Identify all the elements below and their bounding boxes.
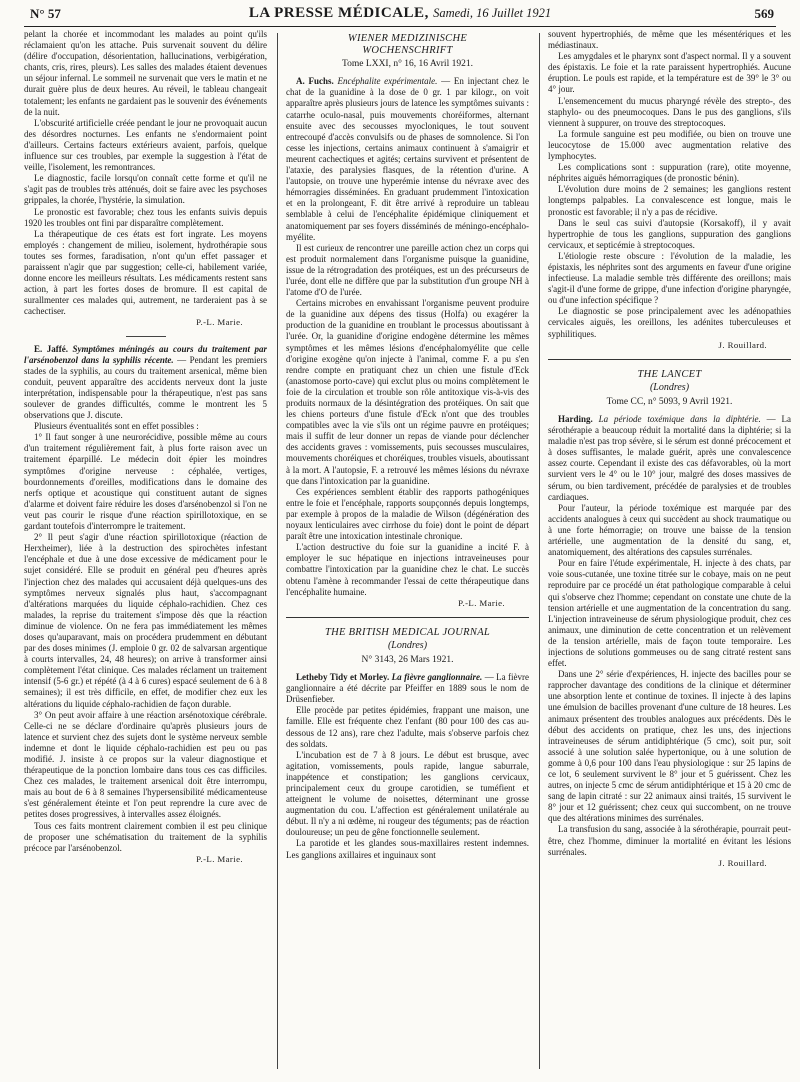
journal-name: LA PRESSE MÉDICALE, (248, 5, 429, 21)
abstract-paragraph (286, 76, 529, 242)
paragraph: Ces expériences semblent établir des rapports pathogéniques entre le foie et l'encéphale, rapports soupçonnés depuis longtemps, par exemple à propos de la maladie de Wilson (dégénération des noyaux lenticulaires avec cirrhose du foie) dont le point de départ paraît être une intoxication intestinale chronique. (286, 486, 529, 542)
column-left (24, 29, 267, 1077)
running-header (24, 4, 776, 27)
column-divider (277, 33, 278, 1069)
paragraph: pelant la chorée et incommodant les malades au point qu'ils réclamaient qu'on les attache. Puis survenait souvent du délire (délire d'occupation, désorientation, hallucinations, verbigération, chants, cris, rires, pleurs). Les salles des malades étaient devenues un séjour infernal. Le sommeil ne survenait que vers le matin et ne durait guère plus de deux heures. Au réveil, le tableau changeait totalement; les enfants ne gardaient pas le souvenir des événements de la nuit. (24, 29, 267, 117)
paragraph: Dans une 2° série d'expériences, H. injecte des bacilles pour se rapprocher davantage des conditions de la clinique et déterminer une absorption lente et continue de toxines. Il injecte à des lapins une émulsion de bacilles provenant d'une culture de 18 heures. Les animaux présentent des troubles analogues aux précédents. Dès le début des accidents on pratique, chez les uns, des injections intraveineuses de sérum antidiphtérique (5 cmc), soit pur, soit associé à une solution salée hypertonique, ou à une solution de gomme à 0,6 pour 100 dans l'eau physiologique : sur 25 lapins de ce lot, 6 seulement survivent le 8° jour et 5 guérissent. Chez les autres, on injecte 5 cmc de sérum antidiphtérique et 15 à 20 cmc de sang de lapin citraté : sur 22 animaux ainsi traités, 15 survivent le 8° jour et 12 guérissent; chez ceux qui succombent, on ne trouve que des altérations minimes des surrénales. (548, 669, 791, 824)
abstract-title: Encéphalite expérimentale. (337, 76, 438, 87)
paragraph: L'action destructive du foie sur la guanidine a incité F. à employer le suc hépatique en injections intraveineuses pour combattre l'intoxication par la guanidine chez le chat. Le succès obtenu l'amène à recommander l'essai de cette thérapeutique dans l'encéphalite humaine. (286, 542, 529, 597)
paragraph: L'évolution dure moins de 2 semaines; les ganglions restent longtemps palpables. La convalescence est longue, mais le pronostic est favorable; il n'y a pas de récidive. (548, 184, 791, 217)
journal-issue: Tome CC, n° 5093, 9 Avril 1921. (606, 396, 733, 407)
paragraph: La thérapeutique de ces états est fort ingrate. Les moyens employés : changement de milieu, isolement, hydrothérapie sous toutes ses formes, faradisation, n'ont qu'un effet passager et paraissent n'agir que par suggestion; celle-ci, habilement variée, donne encore les meilleurs résultats. Les médicaments restent sans action, à part les fortes doses de bromure. Il est capital de surallmenter ces malades qui, autrement, ne tarderaient pas à se cachectiser. (24, 228, 267, 317)
paragraph: 1° Il faut songer à une neurorécidive, possible même au cours d'un traitement régulièrement fait, à plus forte raison avec un traitement éparpillé. Le médecin doit épier les moindres symptômes d'origine nerveuse : céphalée, vertiges, bourdonnements d'oreilles, modifications dans le domaine des nerfs optique et acoustique qui constituent autant de signes d'alarme et doivent faire réduire les doses d'arsénobenzol si l'on ne veut pas courir le risque d'une réaction spirillotoxique, en se gardant toutefois d'interrompre le traitement. (24, 432, 267, 532)
abstract-text: — En injectant chez le chat de la guanidine à la dose de 0 gr. 1 par kilogr., on voit apparaître après plusieurs jours de latence les symptômes suivants : catarrhe oculo-nasal, puis mouvements choréiformes, alternant ensuite avec des secousses myocloniques, le tout souvent entrecoupé d'accès convulsifs ou de phases de somnolence. Si l'on cesse les injections, certains animaux continuent à s'amaigrir et meurent cachectiques et agités; certains survivent et présentent de l'ataxie, des paralysies flasques, de la rétention d'urine. A l'autopsie, on trouve une hyperémie intense du névraxe avec des hémorragies disséminées. En graduant prudemment l'intoxication et en la prolongeant, F. dit être arrivé à reproduire un tableau semblable à celui de l'encéphalite épidémique cliniquement et anatomiquement par ses foyers disséminés de méningo-encéphalo-myélite. (286, 76, 529, 242)
paragraph: L'étiologie reste obscure : l'évolution de la maladie, les épistaxis, les néphrites sont des arguments en faveur d'une origine infectieuse. La maladie semble très différente des oreillons; mais s'agit-il d'une forme de grippe, d'une infection d'origine pharyngée, ou d'une infection spécifique ? (548, 250, 791, 306)
paragraph: 3° On peut avoir affaire à une réaction arsénotoxique cérébrale. Celle-ci ne se déclare d'ordinaire qu'après plusieurs jours de latence et survient chez des sujets dont le système nerveux semble indemne et dont le liquide céphalo-rachidien est peu ou pas modifié. J. insiste à ce propos sur la valeur diagnostique et thérapeutique de la ponction lombaire dans tous ces cas difficiles. Chez ces malades, le traitement arsenical doit être interrompu, mais au bout de 6 à 8 semaines l'hypersensibilité médicamenteuse s'est généralement éteinte et l'on peut reprendre la cure avec de petites doses progressives, à intervalles assez éloignés. (24, 709, 267, 820)
paragraph: Dans le seul cas suivi d'autopsie (Korsakoff), il y avait hypertrophie de tous les ganglions, suppuration des ganglions cervicaux, et septicémie à streptocoques. (548, 217, 791, 250)
journal-heading: WOCHENSCHRIFT (362, 45, 453, 57)
paragraph: La formule sanguine est peu modifiée, ou bien on trouve une leucocytose de 15.000 avec augmentation relative des lymphocytes. (548, 128, 791, 162)
journal-city: (Londres) (649, 381, 690, 393)
abstract-paragraph (548, 414, 791, 503)
paragraph: La parotide et les glandes sous-maxillaires restent indemnes. Les ganglions axillaires et inguinaux sont (286, 838, 529, 860)
paragraph: Les complications sont : suppuration (rare), otite moyenne, néphrites aiguës hémorragiques (de pronostic bénin). (548, 162, 791, 184)
journal-issue: Tome LXXI, n° 16, 16 Avril 1921. (342, 59, 473, 70)
issue-number: N° 57 (30, 6, 61, 21)
journal-title-line (24, 5, 776, 22)
abstract-author: A. Fuchs. (296, 76, 334, 87)
paragraph: La transfusion du sang, associée à la sérothérapie, pourrait peut-être, chez l'homme, diminuer la mortalité en évitant les lésions surrénales. (548, 824, 791, 857)
author-signature: J. Rouillard. (718, 339, 767, 350)
paragraph: Le diagnostic se pose principalement avec les adénopathies cervicales aiguës, les oreillons, les adénites tuberculeuses et syphilitiques. (548, 306, 791, 339)
journal-heading: THE BRITISH MEDICAL JOURNAL (324, 626, 491, 638)
abstract-author: Harding. (558, 414, 593, 424)
column-middle (286, 29, 529, 1077)
paragraph: Le diagnostic, facile lorsqu'on connaît cette forme et qu'il ne s'agit pas de troubles très atténués, doit se faire avec les psychoses grippales, la chorée, l'hystérie, la simulation. (24, 173, 267, 206)
paragraph: Il est curieux de rencontrer une pareille action chez un corps qui est produit normalement dans l'organisme puisque la guanidine, issue de la rétrogradation des protéiques, est un des précurseurs de l'urée, dont elle ne diffère que par la substitution d'un groupe NH à l'atome d'O de l'urée. (286, 242, 529, 298)
author-signature: P.-L. Marie. (458, 597, 505, 608)
paragraph: L'obscurité artificielle créée pendant le jour ne provoquait aucun des désordres nocturnes. Les enfants ne s'endormaient point d'ailleurs. Certains facteurs extérieurs avaient, parfois, quelque influence sur ces troubles, par exemple la suggestion à l'état de veille, l'isolement, les remontrances. (24, 117, 267, 173)
abstract-text: — La fièvre ganglionnaire a été décrite par Pfeiffer en 1889 sous le nom de Drüsenfieber. (286, 672, 529, 705)
page-number: 569 (754, 6, 774, 21)
abstract-title: La fièvre ganglionnaire. (391, 672, 483, 683)
author-signature: P.-L. Marie. (196, 317, 243, 328)
paragraph: L'ensemencement du mucus pharyngé révèle des strepto-, des staphylo- ou des pneumocoques. Dans le pus des ganglions, s'ils viennent à suppurer, on trouve des streptocoques. (548, 95, 791, 128)
article-columns (24, 29, 791, 1077)
paragraph: Pour en faire l'étude expérimentale, H. injecte à des chats, par voie sous-cutanée, une toxine titrée sur le cobaye, mais on ne peut reproduire par ce procédé un état pathologique comparable à celui qui s'observe chez l'homme; cependant on constate une chute de la tension artérielle et une augmentation de la concentration du sang. L'injection intraveineuse de sérum physiologique produit, chez ces animaux, une diminution de cette concentration et un relèvement de la tension artérielle, mais de façon toute temporaire. Les injections de solutions gommeuses ou de sang citraté restent sans effet. (548, 558, 791, 669)
paragraph: 2° Il peut s'agir d'une réaction spirillotoxique (réaction de Herxheimer), liée à la destruction des spirochètes infestant l'encéphale et due à une dose excessive de médicament pour le sujet considéré. Elle se produit en général peu d'heures après l'injection chez des malades qui accusaient déjà quelques-uns des symptômes nerveux signalés plus haut, s'accompagnant d'altérations marquées du liquide céphalo-rachidien. Chez ces malades, la reprise du traitement s'impose dès que la réaction diminue de violence. On ne fera pas immédiatement les mêmes doses qu'auparavant, mais on procédera prudemment en débutant par des doses minimes (J. emploie 0 gr. 02 de salvarsan argentique à courts intervalles, 24, 48 heures); on arrive à transformer ainsi complètement l'état clinique. Ces malades réclament un traitement intensif (5-6 gr.) et répété (à 4 à 6 cures) espacé seulement de 6 à 8 semaines); il est très difficile, en effet, de modifier chez eux les altérations du liquide céphalo-rachidien de façon durable. (24, 532, 267, 709)
author-signature: P.-L. Marie. (196, 853, 243, 864)
column-divider (539, 33, 540, 1069)
journal-heading: THE LANCET (637, 368, 702, 380)
abstract-paragraph (286, 672, 529, 705)
separator (286, 617, 529, 618)
column-right (548, 29, 791, 1077)
paragraph: L'incubation est de 7 à 8 jours. Le début est brusque, avec agitation, vomissements, pouls rapide, langue saburrale, inappétence et constipation; les ganglions cervicaux, principalement ceux du groupe carotidien, se tuméfient et atteignent le volume de noisettes, déterminant une grosse augmentation du cou. L'affection est généralement unilatérale au début. Il n'y a ni œdème, ni rougeur des téguments; pas de réaction douloureuse; un peu de gêne fonctionnelle seulement. (286, 749, 529, 838)
abstract-title: La période toxémique dans la diphtérie. (598, 414, 761, 424)
abstract-text: — Pendant les premiers stades de la syphilis, au cours du traitement arsenical, même bien conduit, peuvent apparaître des accidents nerveux dont la juste interprétation, indispensable pour la thérapeutique, n'est pas sans soulever de grandes difficultés, comme le montrent les 5 observations que J. discute. (24, 354, 267, 421)
abstract-paragraph (24, 344, 267, 422)
author-signature: J. Rouillard. (718, 857, 767, 868)
abstract-author: E. Jaffé. (34, 343, 68, 354)
paragraph: Elle procède par petites épidémies, frappant une maison, une famille. Elle est fréquente chez l'enfant (80 pour 100 des cas au-dessous de 12 ans), rare chez l'adulte, mais s'observe parfois chez des soldats. (286, 705, 529, 749)
paragraph: Pour l'auteur, la période toxémique est marquée par des accidents analogues à ceux qui succèdent au shock traumatique ou à une forte hémorragie; on trouve une baisse de la tension artérielle, une augmentation de la densité du sang, et, anatomiquement, des altérations des capsules surrénales. (548, 502, 791, 558)
abstract-author: Letheby Tidy et Morley. (296, 672, 390, 683)
journal-city: (Londres) (387, 639, 428, 651)
journal-issue: N° 3143, 26 Mars 1921. (361, 654, 454, 665)
issue-date: Samedi, 16 Juillet 1921 (433, 6, 552, 20)
journal-heading: WIENER MEDIZINISCHE (347, 33, 468, 44)
abstract-text: — La sérothérapie a beaucoup réduit la mortalité dans la diphtérie; si la maladie n'est pas trop sévère, si le sérum est donné précocement et à doses suffisantes, le malade guérit, après une convalescence assez courte. Cependant il existe des cas défavorables, où la mort survient vers le 4° ou le 10° jour, malgré des doses massives de sérum, ou bien tardivement, précédée de paralysies et de troubles cardiaques. (548, 414, 791, 502)
paragraph: Certains microbes en envahissant l'organisme peuvent produire de la guanidine aux dépens des tissus (Holfa) ou exagérer la production de la guanidine en troublant le processus aboutissant à l'urée. Or, la guanidine d'origine endogène détermine les mêmes symptômes et les mêmes lésions d'encéphalomyélite que celle d'origine exogène qu'on injecte à l'animal, comme F. a pu s'en rendre compte en pratiquant chez un chien une fistule d'Eck (anastomose porto-cave) qui exclut plus ou moins complètement le foie de la circulation et trouble son rôle antitoxique vis-à-vis des produits normaux de la désintégration des protéiques. On sait que les chiens porteurs d'une fistule d'Eck n'ont que des troubles compatibles avec la vie s'ils ont un régime pauvre en protéiques; mais il suffit de leur donner un repas de viande pour déclencher des accidents graves : vomissements, puis secousses musculaires, mouvements choréiques et choréiques, troubles visuels, aboutissant à la mort. A l'autopsie, F. a retrouvé les mêmes lésions du névraxe que dans l'intoxication par la guanidine. (286, 298, 529, 486)
paragraph: Plusieurs éventualités sont en effet possibles : (34, 421, 199, 432)
paragraph: souvent hypertrophiés, de même que les mésentériques et les médiastinaux. (548, 29, 791, 51)
paragraph: Tous ces faits montrent clairement combien il est peu clinique de proposer une schématisation du traitement de la syphilis précoce par l'arsénobenzol. (24, 820, 267, 853)
paragraph: Les amygdales et le pharynx sont d'aspect normal. Il y a souvent des épistaxis. Le foie et la rate paraissent hypertrophiés. Aucune éruption. Le pouls est rapide, et la température est de 39° le 3° ou 4° jour. (548, 51, 791, 95)
separator (126, 336, 166, 337)
separator (548, 359, 791, 360)
paragraph: Le pronostic est favorable; chez tous les enfants suivis depuis 1920 les troubles ont fini par disparaître complètement. (24, 206, 267, 228)
abstract-title: Symptômes méningés au cours du traitement par l'arsénobenzol dans la syphilis récente. (24, 343, 267, 365)
